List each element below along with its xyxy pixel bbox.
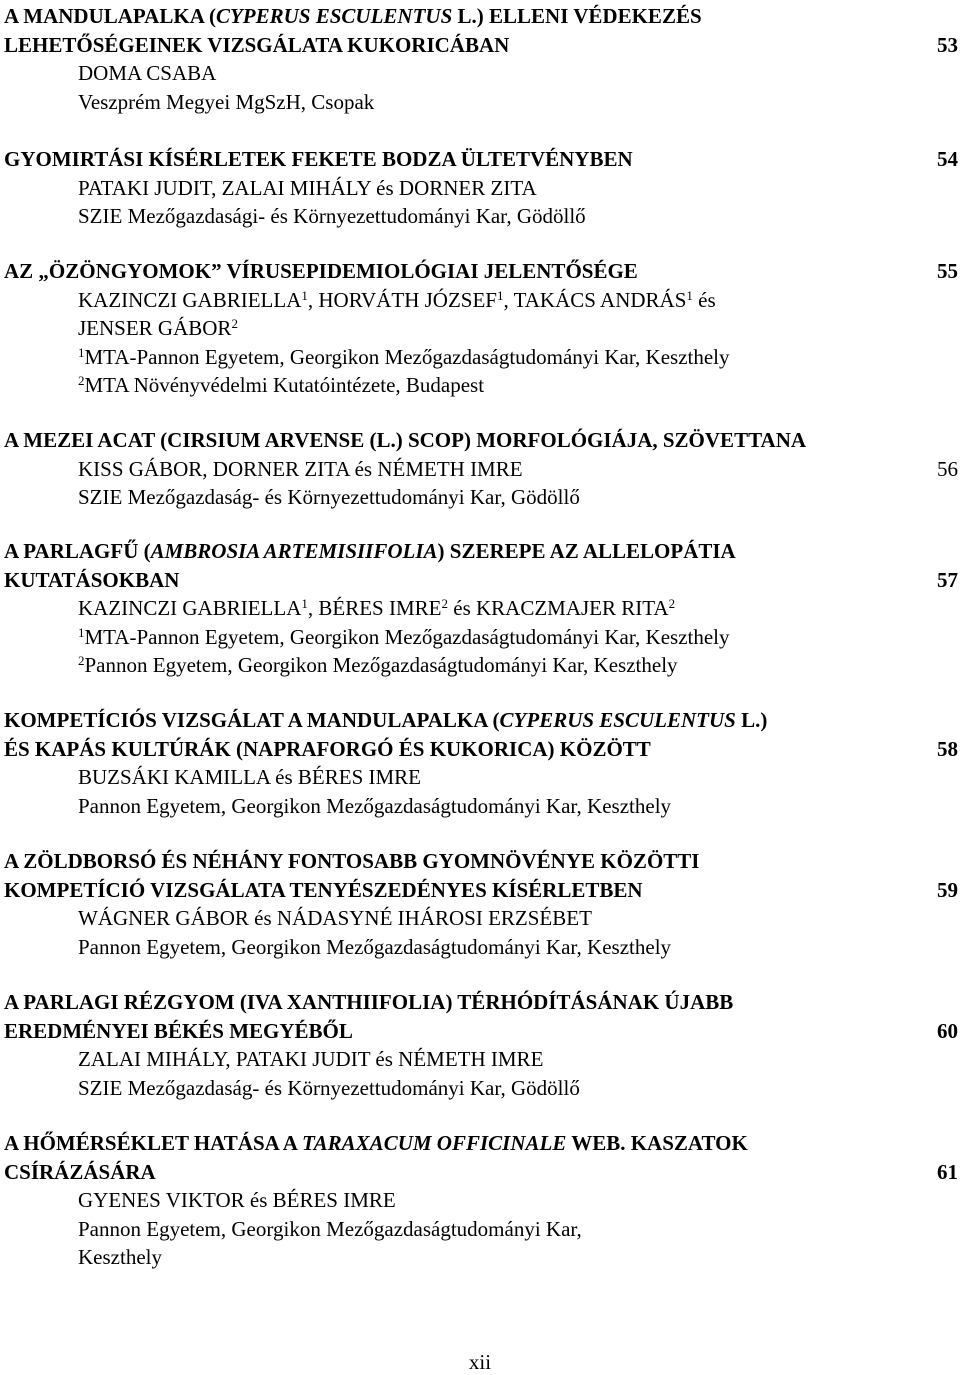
text-segment: A PARLAGFŰ (: [4, 539, 151, 563]
text-segment: MTA-Pannon Egyetem, Georgikon Mezőgazdaságtudományi Kar, Keszthely: [84, 344, 730, 369]
text-segment: MTA-Pannon Egyetem, Georgikon Mezőgazdaságtudományi Kar, Keszthely: [84, 624, 730, 649]
text-segment: , BÉRES IMRE: [307, 596, 442, 620]
text-segment: A HŐMÉRSÉKLET HATÁSA A: [4, 1131, 302, 1155]
affiliation-marker: 1: [496, 287, 504, 303]
text-segment: L.): [735, 708, 768, 732]
text-segment: KUTATÁSOKBAN: [4, 567, 180, 592]
entry-authors: [4, 594, 958, 623]
toc-entry: [4, 988, 958, 1102]
page-number: xii: [468, 1350, 492, 1374]
text-segment: GYENES VIKTOR és BÉRES IMRE: [78, 1188, 396, 1212]
entry-title-line: [4, 706, 958, 735]
italic-text: TARAXACUM OFFICINALE: [301, 1131, 567, 1155]
page-ref: 57: [937, 567, 958, 592]
affiliation-marker: 2: [231, 316, 238, 331]
entry-authors: [4, 1045, 958, 1074]
text-segment: A MANDULAPALKA (: [4, 4, 216, 28]
text-segment: JENSER GÁBOR: [78, 316, 232, 340]
text-segment: , TAKÁCS ANDRÁS: [503, 287, 687, 312]
page-ref: 54: [937, 147, 958, 171]
entry-affiliation: [4, 1243, 958, 1272]
text-segment: PATAKI JUDIT, ZALAI MIHÁLY és DORNER ZITA: [78, 175, 537, 200]
page-ref: 56: [937, 456, 958, 481]
affiliation-marker: 2: [441, 596, 448, 611]
text-segment: Pannon Egyetem, Georgikon Mezőgazdaságtudományi Kar, Keszthely: [84, 653, 678, 677]
entry-title-line: [4, 1017, 958, 1046]
italic-text: CYPERUS ESCULENTUS: [215, 4, 453, 28]
affiliation-marker: 2: [78, 653, 85, 668]
entry-title-line: [4, 1129, 958, 1158]
entry-title-line: [4, 2, 958, 31]
entry-authors: [4, 286, 958, 315]
text-segment: MTA Növényvédelmi Kutatóintézete, Budapest: [84, 373, 485, 397]
text-segment: KOMPETÍCIÓS VIZSGÁLAT A MANDULAPALKA (: [4, 708, 500, 732]
toc-entry: [4, 847, 958, 961]
affiliation-marker: 1: [686, 287, 693, 303]
toc-entry: [4, 537, 958, 680]
text-segment: KAZINCZI GABRIELLA: [78, 596, 302, 620]
entry-title-line: [4, 566, 958, 595]
entry-affiliation: [4, 343, 958, 372]
text-segment: SZIE Mezőgazdaság- és Környezettudományi Kar, Gödöllő: [78, 1075, 580, 1100]
text-segment: AZ „ÖZÖNGYOMOK” VÍRUSEPIDEMIOLÓGIAI JELENTŐSÉGE: [4, 259, 638, 283]
entry-authors: [4, 455, 958, 484]
toc-entry: [4, 2, 958, 116]
entry-affiliation: [4, 483, 958, 512]
toc-entry: [4, 257, 958, 400]
entry-affiliation: [4, 792, 958, 821]
italic-text: CYPERUS ESCULENTUS: [499, 708, 736, 732]
text-segment: KOMPETÍCIÓ VIZSGÁLATA TENYÉSZEDÉNYES KÍSÉRLETBEN: [4, 877, 643, 902]
page-ref: 61: [937, 1159, 958, 1184]
page-ref: 53: [937, 32, 958, 57]
text-segment: A PARLAGI RÉZGYOM (IVA XANTHIIFOLIA) TÉRHÓDÍTÁSÁNAK ÚJABB: [4, 990, 734, 1014]
text-segment: A MEZEI ACAT (CIRSIUM ARVENSE (L.) SCOP) MORFOLÓGIÁJA, SZÖVETTANA: [4, 428, 807, 452]
text-segment: KISS GÁBOR, DORNER ZITA és NÉMETH IMRE: [78, 456, 523, 481]
affiliation-marker: 1: [301, 287, 308, 303]
toc-entry: [4, 145, 958, 231]
toc-entry: [4, 706, 958, 820]
text-segment: SZIE Mezőgazdasági- és Környezettudományi Kar, Gödöllő: [78, 204, 586, 228]
entry-affiliation: [4, 202, 958, 231]
text-segment: KAZINCZI GABRIELLA: [78, 287, 302, 312]
entry-affiliation: [4, 1215, 958, 1244]
text-segment: Keszthely: [78, 1245, 162, 1269]
entry-title-line: [4, 735, 958, 764]
entry-affiliation: [4, 651, 958, 680]
text-segment: és KRACZMAJER RITA: [448, 596, 669, 620]
entry-affiliation: [4, 1074, 958, 1103]
entry-authors: [4, 763, 958, 792]
entry-title-line: [4, 257, 958, 286]
page-ref: 58: [937, 736, 958, 761]
text-segment: ) SZEREPE AZ ALLELOPÁTIA: [437, 539, 736, 563]
italic-text: AMBROSIA ARTEMISIIFOLIA: [150, 539, 438, 563]
entry-affiliation: [4, 933, 958, 962]
affiliation-marker: 1: [301, 596, 308, 611]
text-segment: LEHETŐSÉGEINEK VIZSGÁLATA KUKORICÁBAN: [4, 32, 510, 57]
text-segment: L.) ELLENI VÉDEKEZÉS: [452, 4, 702, 28]
text-segment: DOMA CSABA: [78, 61, 217, 85]
text-segment: ÉS KAPÁS KULTÚRÁK (NAPRAFORGÓ ÉS KUKORICA) KÖZÖTT: [4, 736, 651, 761]
text-segment: GYOMIRTÁSI KÍSÉRLETEK FEKETE BODZA ÜLTETVÉNYBEN: [4, 147, 633, 171]
toc-entry: [4, 426, 958, 512]
affiliation-marker: 1: [78, 344, 85, 360]
entry-title-line: [4, 426, 958, 455]
text-segment: Veszprém Megyei MgSzH, Csopak: [78, 89, 375, 114]
entry-title-line: [4, 876, 958, 905]
text-segment: EREDMÉNYEI BÉKÉS MEGYÉBŐL: [4, 1018, 353, 1043]
text-segment: BUZSÁKI KAMILLA és BÉRES IMRE: [78, 765, 422, 789]
page-ref: 55: [937, 259, 958, 283]
entry-title-line: [4, 988, 958, 1017]
entry-title-line: [4, 145, 958, 174]
page-ref: 60: [937, 1018, 958, 1043]
text-segment: Pannon Egyetem, Georgikon Mezőgazdaságtudományi Kar,: [78, 1216, 582, 1241]
entry-authors: [4, 174, 958, 203]
text-segment: WÁGNER GÁBOR és NÁDASYNÉ IHÁROSI ERZSÉBET: [78, 906, 592, 930]
entry-title-line: [4, 31, 958, 60]
entry-affiliation: [4, 623, 958, 652]
text-segment: CSÍRÁZÁSÁRA: [4, 1159, 156, 1184]
text-segment: A ZÖLDBORSÓ ÉS NÉHÁNY FONTOSABB GYOMNÖVÉNYE KÖZÖTTI: [4, 849, 700, 873]
page-ref: 59: [937, 877, 958, 902]
text-segment: Pannon Egyetem, Georgikon Mezőgazdaságtudományi Kar, Keszthely: [78, 793, 672, 818]
affiliation-marker: 2: [668, 596, 676, 611]
text-segment: ZALAI MIHÁLY, PATAKI JUDIT és NÉMETH IMRE: [78, 1047, 544, 1071]
affiliation-marker: 2: [78, 373, 85, 388]
entry-affiliation: [4, 314, 958, 343]
entry-affiliation: [4, 371, 958, 400]
affiliation-marker: 1: [78, 624, 85, 640]
text-segment: Pannon Egyetem, Georgikon Mezőgazdaságtudományi Kar, Keszthely: [78, 934, 672, 959]
entry-title-line: [4, 1158, 958, 1187]
text-segment: és: [692, 287, 716, 312]
text-segment: SZIE Mezőgazdaság- és Környezettudományi Kar, Gödöllő: [78, 485, 580, 509]
toc-entry: [4, 1129, 958, 1272]
entry-title-line: [4, 537, 958, 566]
entry-title-line: [4, 847, 958, 876]
entry-authors: [4, 59, 958, 88]
entry-authors: [4, 1186, 958, 1215]
entry-affiliation: [4, 88, 958, 117]
text-segment: WEB. KASZATOK: [566, 1131, 748, 1155]
entry-authors: [4, 904, 958, 933]
text-segment: , HORVÁTH JÓZSEF: [307, 287, 497, 312]
